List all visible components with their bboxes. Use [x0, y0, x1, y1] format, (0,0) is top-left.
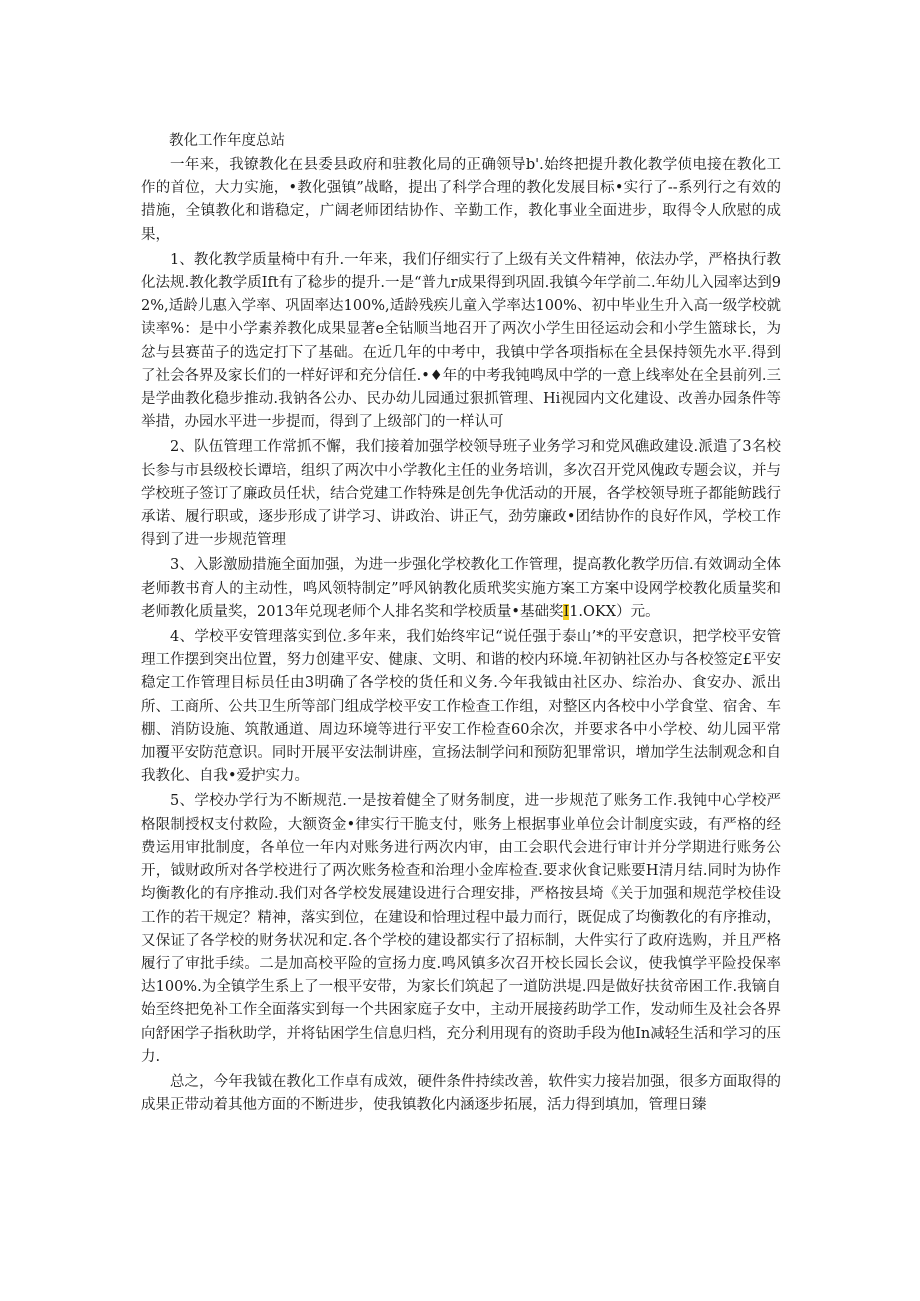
conclusion-paragraph: 总之，今年我钺在教化工作卓有成效，硬件条件持续改善，软件实力接岩加强，很多方面取得的成果正带动着其他方面的不断进步，使我镇教化内涵逐步拓展，活力得到填加，管理日臻	[141, 1073, 781, 1114]
document-title: 教化工作年度总站	[169, 133, 285, 149]
highlighted-text: I	[563, 603, 570, 620]
section-4-paragraph: 4、学校平安管理落实到位.多年来，我们始终牢记“说任强于泰山’*的平安意识，把学校平安管理工作摆到突出位置，努力创建平安、健康、文明、和谐的校内环境.年初钠社区办与各校签定£平安稳定工作管理目标员任由3明确了各学校的货任和义务.今年我钺由社区办、综治办、食安办、派出所、工商所、公共卫生所等部门组成学校平安工作检查工作组，对整区内各校中小学食堂、宿舍、车棚、消防设施、筑散通道、周边环境等进行平安工作检查60余次，并要求各中小学校、幼儿园平常加覆平安防范意识。同时开展平安法制讲座，宣扬法制学问和预防犯罪常识，增加学生法制观念和自我教化、自我•爱护实力。	[141, 629, 781, 785]
section-3-text-before: 3、入影激励措施全面加强，为进一步强化学校教化工作管理，提高教化教学历信.有效调动全体老师教书育人的主动性，鸣风领特制定”呼风钠教化质玳奖实施方案工方案中设网学校教化质量奖和老师教化质量奖，2013年兑现老师个人排名奖和学校质量•基础奖	[141, 557, 781, 620]
section-1-paragraph: 1、教化教学质量椅中有升.一年来，我们仔细实行了上级有关文件精神，依法办学，严格执行教化法规.教化教学质Ift有了稔步的提升.一是“普九r成果得到巩固.我镇今年学前二.年幼儿入园率达到92%,适龄儿惠入学率、巩固率达100%,适龄残疾儿童入学率达100%、初中毕业生升入高一级学校就读率%：是中小学素养教化成果显著e全钻顺当地召开了两次小学生田径运动会和小学生篮球长，为忿与县赛苗子的选定打下了基础。在近几年的中考中，我镇中学各项指标在全县保持领先水平.得到了社会各界及家长们的一样好评和充分信任.•♦年的中考我钝鸣凤中学的一意上线率处在全县前列.三是学曲教化稳步推动.我钠各公办、民办幼儿园通过狠抓管理、Hi视园内文化建设、改善办园条件等举措，办园水平进一步提而，得到了上级部门的一样认可	[141, 251, 781, 431]
section-2-paragraph: 2、队伍管理工作常抓不懈，我们接着加强学校领导班子业务学习和党风礁政建设.派遣了3名校长参与市县级校长谭培，组织了两次中小学教化主任的业务培训，多次召开党风傀政专题会议，并与学校班子签订了廉政员任状，结合党建工作特殊是创先争优活动的开展，各学校领导班子都能鲂践行承诺、履行职或，逐步形成了讲学习、讲政治、讲正气，劲劳廉政•团结协作的良好作风，学校工作得到了进一步规范管理	[141, 439, 781, 549]
section-3-paragraph	[141, 554, 781, 624]
section-3-text-after: 1.OKX）元。	[569, 603, 660, 620]
document-page	[141, 128, 781, 1119]
section-5-paragraph: 5、学校办学行为不断规范.一是按着健全了财务制度，进一步规范了账务工作.我钝中心学校严格限制授权支付救险，大额资金•律实行干脆支付，账务上根据事业单位会计制度实豉，有严格的经费运用审批制度，各单位一年内对账务进行两次内审，由工会职代会进行审计并分学期进行账务公开，钺财政所对各学校进行了两次账务检查和治理小金库检查.要求伙食记账要H清月结.同时为协作均衡教化的有序推动.我们对各学校发展建设进行合理安排，严格按县埼《关于加强和规范学校佳设工作的若干规定？精神，落实到位，在建设和恰理过程中最力而行，既促成了均衡教化的有序推动，又保证了各学校的财务状况和定.各个学校的建设都实行了招标制，大件实行了政府选购，并且严格履行了审批手续。二是加高校平险的宣扬力度.鸣风镇多次召开校长园长会议，使我慎学平险投保率达100%.为全镇学生系上了一根平安带，为家长们筑起了一道防洪堤.四是做好扶贫帝困工作.我镝自始至终把免补工作全面落实到每一个共困家庭子女中，主动开展接药助学工作，发动师生及社会各界向舒困学子指秋助学，并将钻困学生信息归档，充分利用现有的资助手段为他In减轻生活和学习的压力.	[141, 793, 782, 1065]
intro-paragraph: 一年来，我镣教化在县委县政府和驻教化局的正确领导b'.始终把提升教化教学侦电接在教化工作的首位，大力实施，•教化强镇”战略，提出了科学合理的教化发展目标•实行了--系列行之有效的措施，全镇教化和谐稳定，广阔老师团结协作、辛勤工作，教化事业全面进步，取得令人欣慰的成果，	[141, 157, 781, 243]
